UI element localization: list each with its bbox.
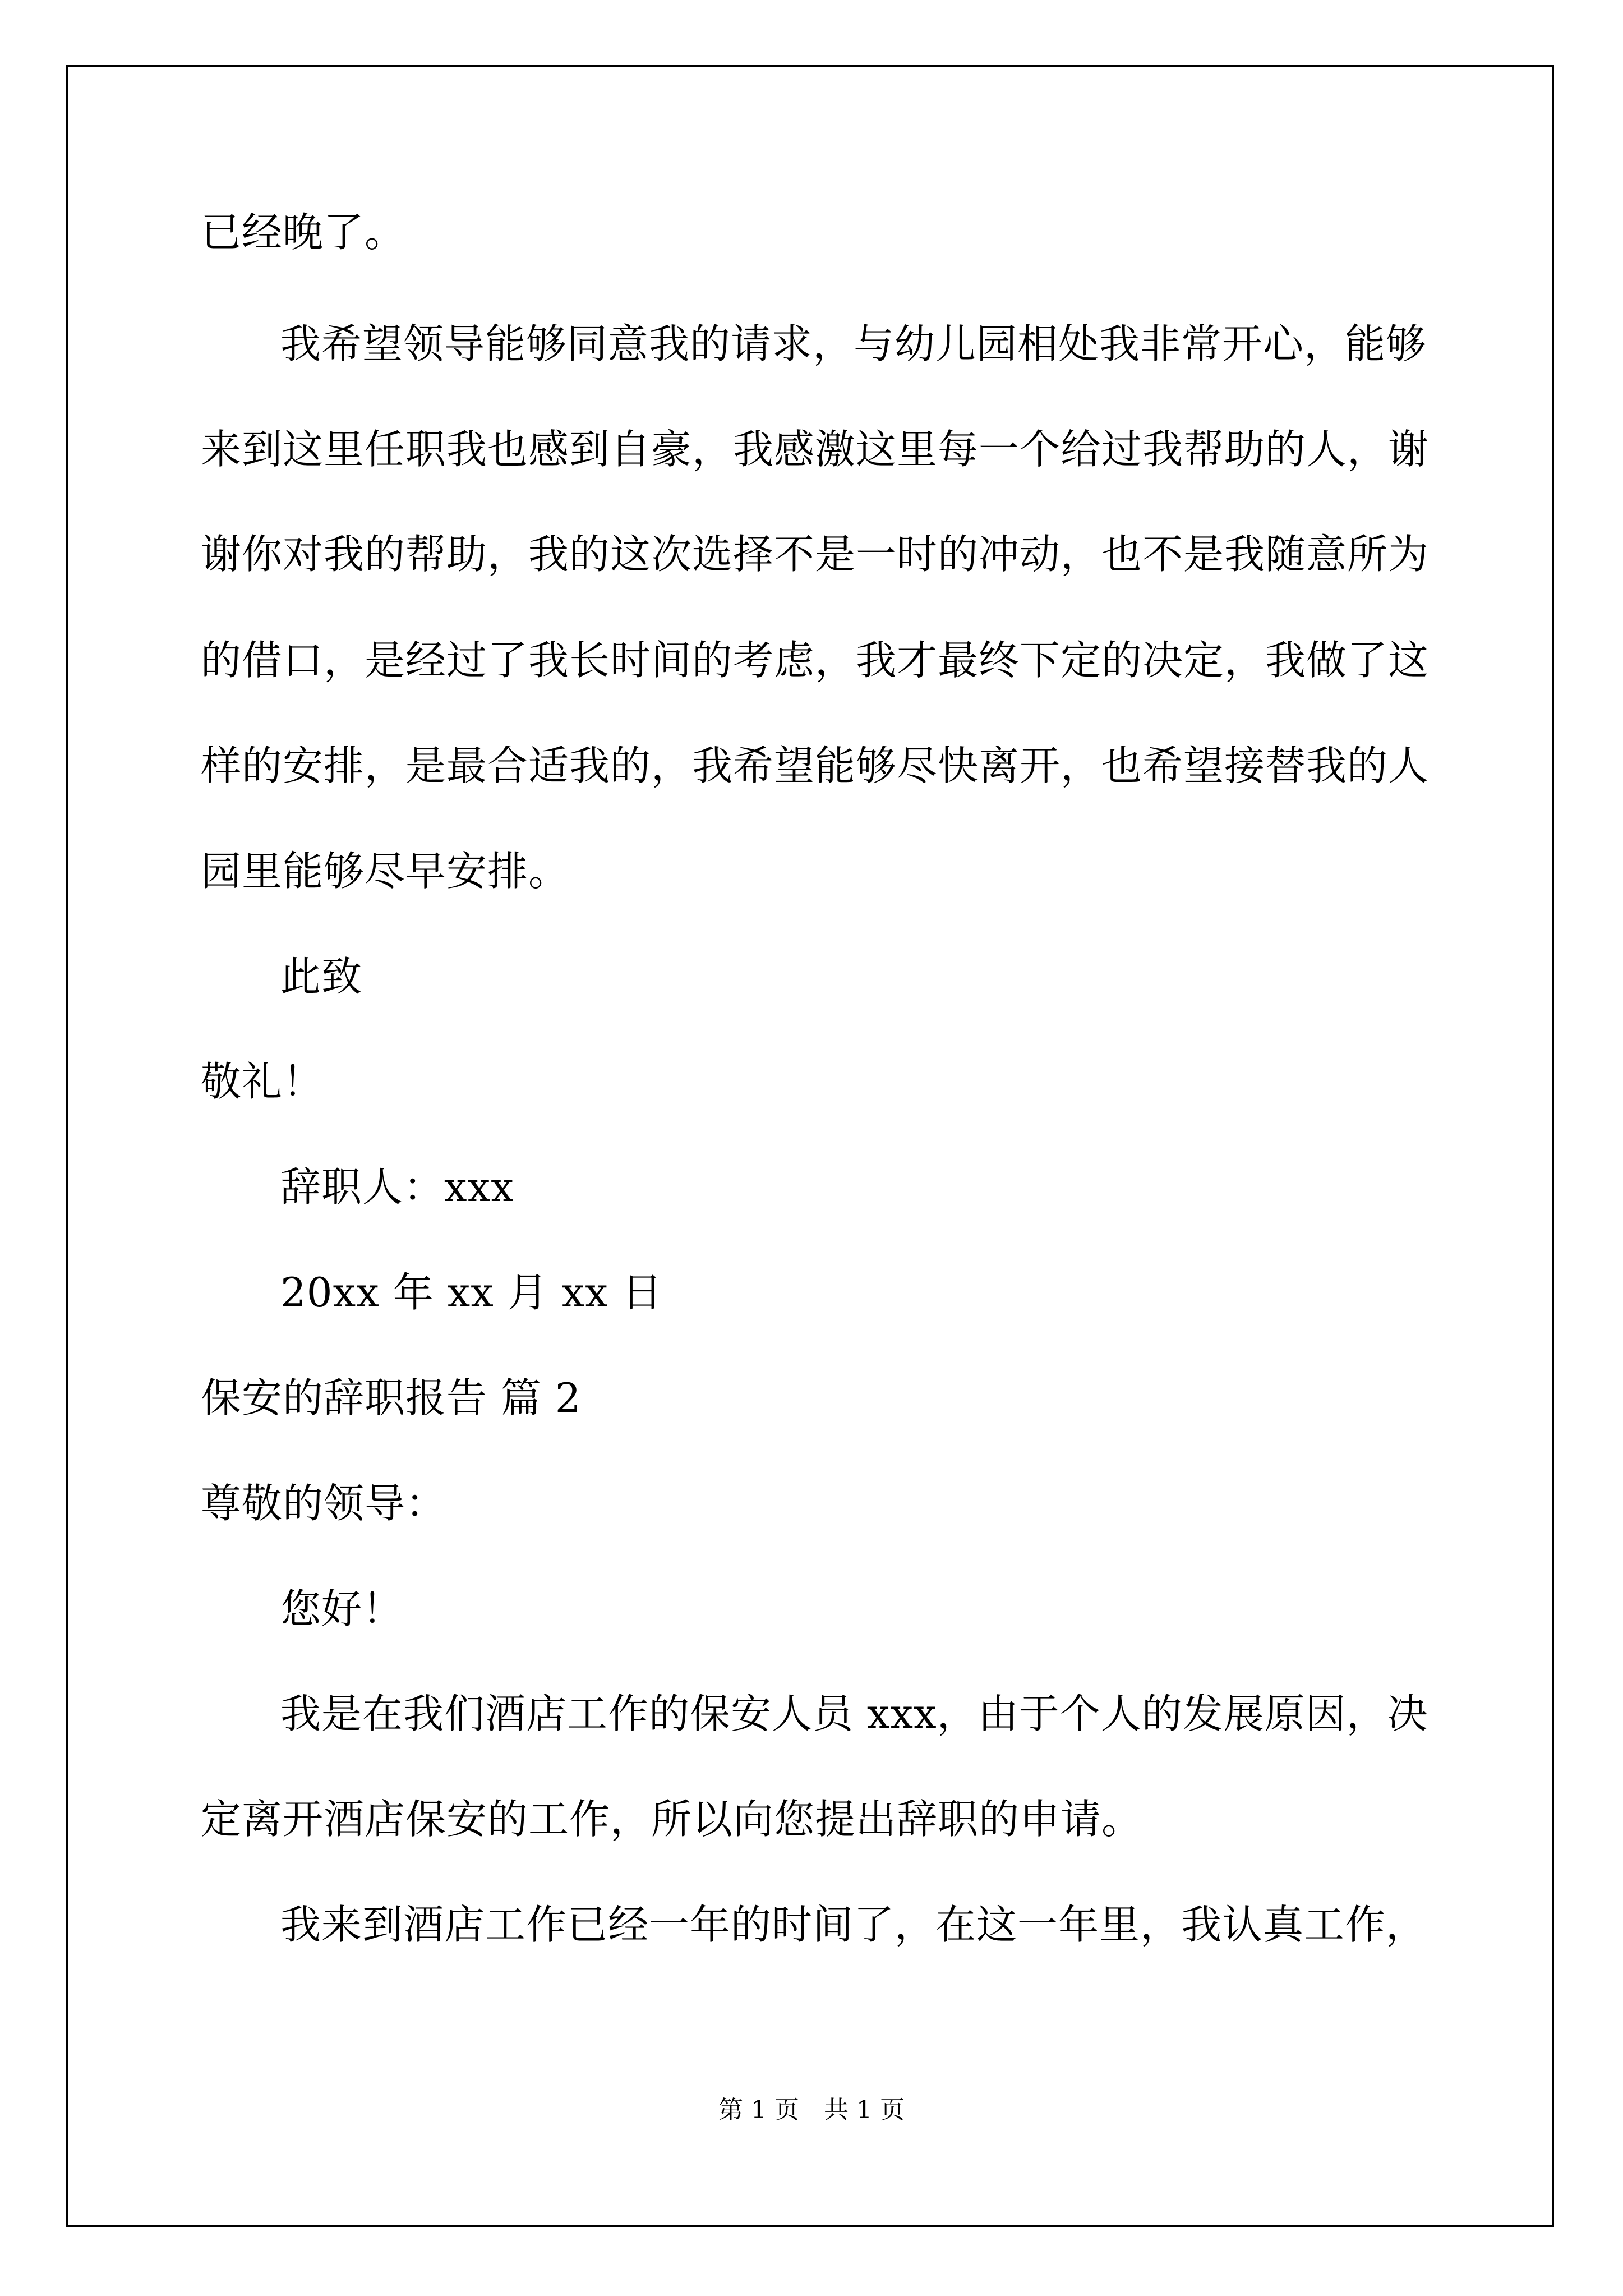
page-number-footer: 第 1 页 共 1 页 <box>718 2096 905 2124</box>
greeting-hello: 您好！ <box>280 1585 404 1632</box>
paragraph-line: 园里能够尽早安排。 <box>201 848 570 895</box>
date-line: 20xx 年 xx 月 xx 日 <box>280 1269 663 1316</box>
closing-regards: 敬礼！ <box>201 1058 324 1105</box>
paragraph-line: 定离开酒店保安的工作，所以向您提出辞职的申请。 <box>201 1796 1143 1843</box>
paragraph-line: 我是在我们酒店工作的保安人员 xxx，由于个人的发展原因，决 <box>280 1690 1428 1737</box>
paragraph-line: 我希望领导能够同意我的请求，与幼儿园相处我非常开心，能够 <box>280 320 1427 367</box>
paragraph-line: 谢你对我的帮助，我的这次选择不是一时的冲动，也不是我随意所为 <box>201 531 1430 578</box>
signature-line: 辞职人：xxx <box>280 1163 514 1211</box>
text-line: 已经晚了。 <box>201 209 406 256</box>
paragraph-line: 的借口，是经过了我长时间的考虑，我才最终下定的决定，我做了这 <box>201 637 1430 684</box>
paragraph-line: 样的安排，是最合适我的，我希望能够尽快离开，也希望接替我的人 <box>201 742 1430 789</box>
closing-salutation: 此致 <box>280 953 363 1000</box>
greeting-line: 尊敬的领导： <box>201 1480 447 1527</box>
paragraph-line: 我来到酒店工作已经一年的时间了，在这一年里，我认真工作， <box>280 1901 1427 1948</box>
section-heading: 保安的辞职报告 篇 2 <box>201 1374 582 1421</box>
paragraph-line: 来到这里任职我也感到自豪，我感激这里每一个给过我帮助的人，谢 <box>201 426 1430 473</box>
